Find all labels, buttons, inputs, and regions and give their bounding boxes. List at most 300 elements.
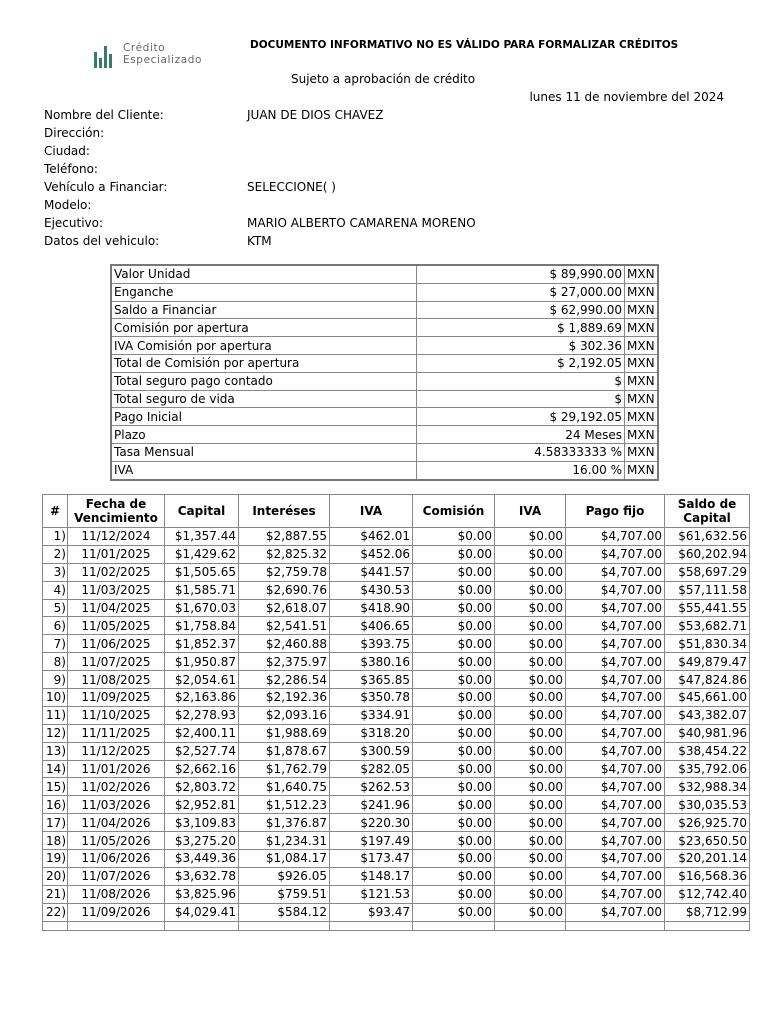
- cell-col-fixed-payment: $4,707.00: [566, 617, 665, 635]
- cell-col-iva: $93.47: [330, 903, 413, 921]
- cell-col-fixed-payment: $4,707.00: [566, 724, 665, 742]
- cell-col-due-date: 11/06/2026: [68, 850, 165, 868]
- summary-value: 24 Meses: [417, 426, 625, 444]
- summary-value: 16.00 %: [417, 461, 625, 479]
- cell-col-iva: $282.05: [330, 760, 413, 778]
- cell-col-interest: $1,988.69: [239, 724, 330, 742]
- header-col-fixed-payment: Pago fijo: [566, 495, 665, 528]
- client-info-label: Datos del vehiculo:: [44, 234, 160, 248]
- cell-col-commission-iva: $0.00: [495, 581, 566, 599]
- table-row: [43, 778, 750, 796]
- cell-col-number: 7): [43, 635, 68, 653]
- cell-col-capital: $2,278.93: [165, 706, 239, 724]
- cell-col-interest: $1,762.79: [239, 760, 330, 778]
- cell-col-iva: $220.30: [330, 814, 413, 832]
- cell-col-commission: $0.00: [413, 581, 495, 599]
- summary-label: Valor Unidad: [111, 265, 417, 283]
- summary-value: $ 2,192.05: [417, 354, 625, 372]
- cell-col-commission-iva: $0.00: [495, 814, 566, 832]
- cell-col-iva: $334.91: [330, 706, 413, 724]
- summary-label: Saldo a Financiar: [111, 301, 417, 319]
- cell-col-commission: $0.00: [413, 689, 495, 707]
- cell-col-capital: $1,950.87: [165, 653, 239, 671]
- cell-col-iva: $318.20: [330, 724, 413, 742]
- cell-col-capital-balance: $60,202.94: [665, 545, 750, 563]
- cell-col-interest: $2,825.32: [239, 545, 330, 563]
- spacer-cell: [165, 921, 239, 930]
- cell-col-fixed-payment: $4,707.00: [566, 635, 665, 653]
- cell-col-fixed-payment: $4,707.00: [566, 885, 665, 903]
- cell-col-iva: $241.96: [330, 796, 413, 814]
- header-col-commission-iva: IVA: [495, 495, 566, 528]
- summary-row: [111, 443, 658, 461]
- summary-label: Plazo: [111, 426, 417, 444]
- cell-col-capital-balance: $16,568.36: [665, 867, 750, 885]
- cell-col-due-date: 11/12/2025: [68, 742, 165, 760]
- cell-col-commission: $0.00: [413, 653, 495, 671]
- summary-row: [111, 372, 658, 390]
- document-date: lunes 11 de noviembre del 2024: [529, 90, 724, 104]
- summary-currency: MXN: [625, 337, 659, 355]
- client-info-label: Vehículo a Financiar:: [44, 180, 168, 194]
- amortization-table: [42, 494, 750, 931]
- cell-col-number: 10): [43, 689, 68, 707]
- cell-col-number: 18): [43, 832, 68, 850]
- cell-col-capital-balance: $23,650.50: [665, 832, 750, 850]
- cell-col-interest: $2,618.07: [239, 599, 330, 617]
- cell-col-commission-iva: $0.00: [495, 903, 566, 921]
- cell-col-number: 13): [43, 742, 68, 760]
- cell-col-commission: $0.00: [413, 742, 495, 760]
- client-info-label: Dirección:: [44, 126, 105, 140]
- table-row: [43, 617, 750, 635]
- cell-col-iva: $173.47: [330, 850, 413, 868]
- summary-currency: MXN: [625, 390, 659, 408]
- client-info-value: SELECCIONE( ): [247, 180, 336, 194]
- header-col-iva: IVA: [330, 495, 413, 528]
- cell-col-due-date: 11/04/2025: [68, 599, 165, 617]
- cell-col-interest: $2,887.55: [239, 528, 330, 546]
- cell-col-capital-balance: $61,632.56: [665, 528, 750, 546]
- amortization-header-row: [43, 495, 750, 528]
- cell-col-interest: $1,376.87: [239, 814, 330, 832]
- cell-col-fixed-payment: $4,707.00: [566, 760, 665, 778]
- summary-value: $ 62,990.00: [417, 301, 625, 319]
- cell-col-capital: $2,952.81: [165, 796, 239, 814]
- summary-value: $ 27,000.00: [417, 283, 625, 301]
- cell-col-fixed-payment: $4,707.00: [566, 528, 665, 546]
- header-col-capital: Capital: [165, 495, 239, 528]
- cell-col-fixed-payment: $4,707.00: [566, 903, 665, 921]
- summary-value: $: [417, 390, 625, 408]
- cell-col-commission-iva: $0.00: [495, 867, 566, 885]
- cell-col-capital: $2,400.11: [165, 724, 239, 742]
- table-row: [43, 742, 750, 760]
- cell-col-number: 1): [43, 528, 68, 546]
- header-col-interest: Interéses: [239, 495, 330, 528]
- spacer-cell: [566, 921, 665, 930]
- cell-col-commission: $0.00: [413, 850, 495, 868]
- cell-col-fixed-payment: $4,707.00: [566, 778, 665, 796]
- spacer-cell: [665, 921, 750, 930]
- cell-col-commission-iva: $0.00: [495, 850, 566, 868]
- cell-col-capital: $2,803.72: [165, 778, 239, 796]
- cell-col-interest: $759.51: [239, 885, 330, 903]
- cell-col-commission: $0.00: [413, 635, 495, 653]
- cell-col-due-date: 11/04/2026: [68, 814, 165, 832]
- cell-col-capital-balance: $53,682.71: [665, 617, 750, 635]
- cell-col-due-date: 11/02/2025: [68, 563, 165, 581]
- cell-col-capital: $1,357.44: [165, 528, 239, 546]
- cell-col-fixed-payment: $4,707.00: [566, 867, 665, 885]
- table-row: [43, 706, 750, 724]
- cell-col-iva: $262.53: [330, 778, 413, 796]
- table-row: [43, 545, 750, 563]
- cell-col-fixed-payment: $4,707.00: [566, 742, 665, 760]
- cell-col-number: 20): [43, 867, 68, 885]
- summary-value: 4.58333333 %: [417, 443, 625, 461]
- cell-col-capital: $2,163.86: [165, 689, 239, 707]
- cell-col-capital: $1,758.84: [165, 617, 239, 635]
- cell-col-capital: $2,527.74: [165, 742, 239, 760]
- cell-col-commission-iva: $0.00: [495, 724, 566, 742]
- summary-label: IVA: [111, 461, 417, 479]
- summary-currency: MXN: [625, 372, 659, 390]
- logo-text-line1: Crédito: [123, 42, 166, 54]
- cell-col-iva: $380.16: [330, 653, 413, 671]
- summary-currency: MXN: [625, 443, 659, 461]
- cell-col-capital: $1,429.62: [165, 545, 239, 563]
- summary-currency: MXN: [625, 354, 659, 372]
- cell-col-fixed-payment: $4,707.00: [566, 706, 665, 724]
- cell-col-interest: $1,640.75: [239, 778, 330, 796]
- cell-col-fixed-payment: $4,707.00: [566, 545, 665, 563]
- cell-col-commission: $0.00: [413, 903, 495, 921]
- spacer-cell: [68, 921, 165, 930]
- cell-col-capital: $4,029.41: [165, 903, 239, 921]
- cell-col-commission: $0.00: [413, 563, 495, 581]
- cell-col-fixed-payment: $4,707.00: [566, 599, 665, 617]
- cell-col-fixed-payment: $4,707.00: [566, 689, 665, 707]
- cell-col-iva: $121.53: [330, 885, 413, 903]
- cell-col-capital: $1,670.03: [165, 599, 239, 617]
- cell-col-interest: $1,512.23: [239, 796, 330, 814]
- header-col-commission: Comisión: [413, 495, 495, 528]
- cell-col-commission-iva: $0.00: [495, 545, 566, 563]
- cell-col-capital-balance: $26,925.70: [665, 814, 750, 832]
- cell-col-commission: $0.00: [413, 832, 495, 850]
- cell-col-commission: $0.00: [413, 885, 495, 903]
- summary-row: [111, 283, 658, 301]
- cell-col-capital: $1,585.71: [165, 581, 239, 599]
- cell-col-capital: $2,054.61: [165, 671, 239, 689]
- cell-col-commission-iva: $0.00: [495, 599, 566, 617]
- table-row: [43, 689, 750, 707]
- spacer-cell: [330, 921, 413, 930]
- summary-value: $ 1,889.69: [417, 319, 625, 337]
- cell-col-commission: $0.00: [413, 814, 495, 832]
- spacer-cell: [43, 921, 68, 930]
- cell-col-due-date: 11/09/2026: [68, 903, 165, 921]
- cell-col-commission: $0.00: [413, 760, 495, 778]
- summary-label: Tasa Mensual: [111, 443, 417, 461]
- cell-col-capital-balance: $35,792.06: [665, 760, 750, 778]
- table-row: [43, 724, 750, 742]
- summary-row: [111, 426, 658, 444]
- cell-col-iva: $393.75: [330, 635, 413, 653]
- summary-label: Pago Inicial: [111, 408, 417, 426]
- cell-col-capital-balance: $57,111.58: [665, 581, 750, 599]
- cell-col-commission-iva: $0.00: [495, 742, 566, 760]
- cell-col-interest: $1,878.67: [239, 742, 330, 760]
- cell-col-capital-balance: $45,661.00: [665, 689, 750, 707]
- cell-col-capital-balance: $40,981.96: [665, 724, 750, 742]
- summary-row: [111, 265, 658, 283]
- cell-col-iva: $365.85: [330, 671, 413, 689]
- table-row: [43, 814, 750, 832]
- cell-col-due-date: 11/11/2025: [68, 724, 165, 742]
- cell-col-capital-balance: $32,988.34: [665, 778, 750, 796]
- cell-col-interest: $926.05: [239, 867, 330, 885]
- cell-col-due-date: 11/02/2026: [68, 778, 165, 796]
- table-row: [43, 635, 750, 653]
- cell-col-due-date: 11/08/2025: [68, 671, 165, 689]
- cell-col-interest: $1,084.17: [239, 850, 330, 868]
- client-info-value: JUAN DE DIOS CHAVEZ: [247, 108, 384, 122]
- cell-col-commission: $0.00: [413, 528, 495, 546]
- cell-col-capital-balance: $38,454.22: [665, 742, 750, 760]
- summary-value: $ 29,192.05: [417, 408, 625, 426]
- cell-col-number: 6): [43, 617, 68, 635]
- cell-col-commission-iva: $0.00: [495, 671, 566, 689]
- cell-col-commission-iva: $0.00: [495, 653, 566, 671]
- cell-col-commission: $0.00: [413, 778, 495, 796]
- cell-col-number: 22): [43, 903, 68, 921]
- cell-col-interest: $2,759.78: [239, 563, 330, 581]
- cell-col-number: 5): [43, 599, 68, 617]
- client-info-label: Nombre del Cliente:: [44, 108, 164, 122]
- cell-col-capital: $2,662.16: [165, 760, 239, 778]
- cell-col-capital-balance: $43,382.07: [665, 706, 750, 724]
- cell-col-interest: $2,541.51: [239, 617, 330, 635]
- summary-currency: MXN: [625, 461, 659, 479]
- cell-col-interest: $2,460.88: [239, 635, 330, 653]
- cell-col-interest: $584.12: [239, 903, 330, 921]
- cell-col-fixed-payment: $4,707.00: [566, 653, 665, 671]
- summary-table: [110, 264, 659, 481]
- table-row: [43, 832, 750, 850]
- cell-col-fixed-payment: $4,707.00: [566, 814, 665, 832]
- cell-col-iva: $441.57: [330, 563, 413, 581]
- cell-col-number: 9): [43, 671, 68, 689]
- cell-col-capital-balance: $47,824.86: [665, 671, 750, 689]
- table-row: [43, 563, 750, 581]
- cell-col-number: 14): [43, 760, 68, 778]
- cell-col-commission: $0.00: [413, 867, 495, 885]
- cell-col-commission: $0.00: [413, 706, 495, 724]
- cell-col-commission-iva: $0.00: [495, 778, 566, 796]
- summary-row: [111, 354, 658, 372]
- summary-label: IVA Comisión por apertura: [111, 337, 417, 355]
- cell-col-commission-iva: $0.00: [495, 635, 566, 653]
- cell-col-capital-balance: $49,879.47: [665, 653, 750, 671]
- summary-currency: MXN: [625, 265, 659, 283]
- spacer-cell: [239, 921, 330, 930]
- cell-col-commission-iva: $0.00: [495, 528, 566, 546]
- cell-col-capital: $3,275.20: [165, 832, 239, 850]
- summary-currency: MXN: [625, 301, 659, 319]
- cell-col-commission-iva: $0.00: [495, 689, 566, 707]
- cell-col-fixed-payment: $4,707.00: [566, 563, 665, 581]
- summary-label: Enganche: [111, 283, 417, 301]
- summary-row: [111, 390, 658, 408]
- cell-col-due-date: 11/03/2026: [68, 796, 165, 814]
- table-spacer-row: [43, 921, 750, 930]
- cell-col-number: 19): [43, 850, 68, 868]
- cell-col-capital: $1,852.37: [165, 635, 239, 653]
- cell-col-number: 3): [43, 563, 68, 581]
- cell-col-commission: $0.00: [413, 671, 495, 689]
- cell-col-commission: $0.00: [413, 724, 495, 742]
- cell-col-commission: $0.00: [413, 617, 495, 635]
- cell-col-fixed-payment: $4,707.00: [566, 581, 665, 599]
- cell-col-due-date: 11/03/2025: [68, 581, 165, 599]
- header-col-due-date: Fecha de Vencimiento: [68, 495, 165, 528]
- logo-bars-icon: [94, 42, 116, 68]
- cell-col-interest: $2,375.97: [239, 653, 330, 671]
- cell-col-due-date: 11/10/2025: [68, 706, 165, 724]
- cell-col-due-date: 11/01/2025: [68, 545, 165, 563]
- summary-row: [111, 319, 658, 337]
- cell-col-interest: $2,286.54: [239, 671, 330, 689]
- table-row: [43, 867, 750, 885]
- cell-col-capital: $3,632.78: [165, 867, 239, 885]
- cell-col-capital: $3,109.83: [165, 814, 239, 832]
- summary-row: [111, 461, 658, 479]
- company-logo: [94, 42, 214, 70]
- cell-col-number: 4): [43, 581, 68, 599]
- summary-row: [111, 337, 658, 355]
- summary-value: $ 89,990.00: [417, 265, 625, 283]
- cell-col-fixed-payment: $4,707.00: [566, 796, 665, 814]
- cell-col-due-date: 11/05/2025: [68, 617, 165, 635]
- cell-col-number: 12): [43, 724, 68, 742]
- cell-col-capital-balance: $12,742.40: [665, 885, 750, 903]
- cell-col-commission-iva: $0.00: [495, 617, 566, 635]
- cell-col-commission-iva: $0.00: [495, 832, 566, 850]
- cell-col-commission: $0.00: [413, 796, 495, 814]
- client-info-label: Modelo:: [44, 198, 92, 212]
- cell-col-interest: $2,093.16: [239, 706, 330, 724]
- spacer-cell: [413, 921, 495, 930]
- document-heading: DOCUMENTO INFORMATIVO NO ES VÁLIDO PARA FORMALIZAR CRÉDITOS: [250, 39, 679, 51]
- summary-label: Total seguro de vida: [111, 390, 417, 408]
- cell-col-iva: $452.06: [330, 545, 413, 563]
- client-info-label: Ejecutivo:: [44, 216, 104, 230]
- cell-col-iva: $148.17: [330, 867, 413, 885]
- table-row: [43, 885, 750, 903]
- cell-col-iva: $406.65: [330, 617, 413, 635]
- cell-col-number: 11): [43, 706, 68, 724]
- cell-col-number: 2): [43, 545, 68, 563]
- summary-row: [111, 408, 658, 426]
- cell-col-interest: $1,234.31: [239, 832, 330, 850]
- cell-col-commission-iva: $0.00: [495, 760, 566, 778]
- table-row: [43, 903, 750, 921]
- cell-col-number: 17): [43, 814, 68, 832]
- cell-col-due-date: 11/09/2025: [68, 689, 165, 707]
- cell-col-iva: $462.01: [330, 528, 413, 546]
- table-row: [43, 796, 750, 814]
- summary-row: [111, 301, 658, 319]
- cell-col-fixed-payment: $4,707.00: [566, 832, 665, 850]
- cell-col-commission: $0.00: [413, 599, 495, 617]
- cell-col-iva: $300.59: [330, 742, 413, 760]
- cell-col-commission-iva: $0.00: [495, 885, 566, 903]
- cell-col-capital-balance: $58,697.29: [665, 563, 750, 581]
- logo-text-line2: Especializado: [123, 54, 203, 66]
- cell-col-capital: $1,505.65: [165, 563, 239, 581]
- summary-currency: MXN: [625, 408, 659, 426]
- cell-col-number: 8): [43, 653, 68, 671]
- cell-col-due-date: 11/05/2026: [68, 832, 165, 850]
- spacer-cell: [495, 921, 566, 930]
- cell-col-iva: $418.90: [330, 599, 413, 617]
- cell-col-iva: $197.49: [330, 832, 413, 850]
- table-row: [43, 671, 750, 689]
- cell-col-commission-iva: $0.00: [495, 796, 566, 814]
- cell-col-due-date: 11/08/2026: [68, 885, 165, 903]
- cell-col-due-date: 11/12/2024: [68, 528, 165, 546]
- cell-col-due-date: 11/01/2026: [68, 760, 165, 778]
- table-row: [43, 850, 750, 868]
- table-row: [43, 528, 750, 546]
- cell-col-capital-balance: $20,201.14: [665, 850, 750, 868]
- cell-col-capital-balance: $51,830.34: [665, 635, 750, 653]
- table-row: [43, 599, 750, 617]
- cell-col-commission-iva: $0.00: [495, 563, 566, 581]
- cell-col-number: 16): [43, 796, 68, 814]
- table-row: [43, 760, 750, 778]
- summary-currency: MXN: [625, 426, 659, 444]
- cell-col-capital: $3,825.96: [165, 885, 239, 903]
- cell-col-due-date: 11/06/2025: [68, 635, 165, 653]
- cell-col-capital: $3,449.36: [165, 850, 239, 868]
- summary-currency: MXN: [625, 283, 659, 301]
- cell-col-capital-balance: $30,035.53: [665, 796, 750, 814]
- summary-label: Total de Comisión por apertura: [111, 354, 417, 372]
- header-col-number: #: [43, 495, 68, 528]
- cell-col-iva: $350.78: [330, 689, 413, 707]
- cell-col-fixed-payment: $4,707.00: [566, 850, 665, 868]
- client-info-value: MARIO ALBERTO CAMARENA MORENO: [247, 216, 476, 230]
- summary-value: $ 302.36: [417, 337, 625, 355]
- table-row: [43, 653, 750, 671]
- cell-col-interest: $2,192.36: [239, 689, 330, 707]
- cell-col-commission-iva: $0.00: [495, 706, 566, 724]
- document-subheading: Sujeto a aprobación de crédito: [291, 72, 476, 86]
- summary-label: Comisión por apertura: [111, 319, 417, 337]
- summary-currency: MXN: [625, 319, 659, 337]
- header-col-capital-balance: Saldo de Capital: [665, 495, 750, 528]
- summary-label: Total seguro pago contado: [111, 372, 417, 390]
- cell-col-number: 21): [43, 885, 68, 903]
- cell-col-number: 15): [43, 778, 68, 796]
- logo-text: [123, 42, 202, 66]
- cell-col-capital-balance: $55,441.55: [665, 599, 750, 617]
- client-info-label: Ciudad:: [44, 144, 90, 158]
- cell-col-due-date: 11/07/2025: [68, 653, 165, 671]
